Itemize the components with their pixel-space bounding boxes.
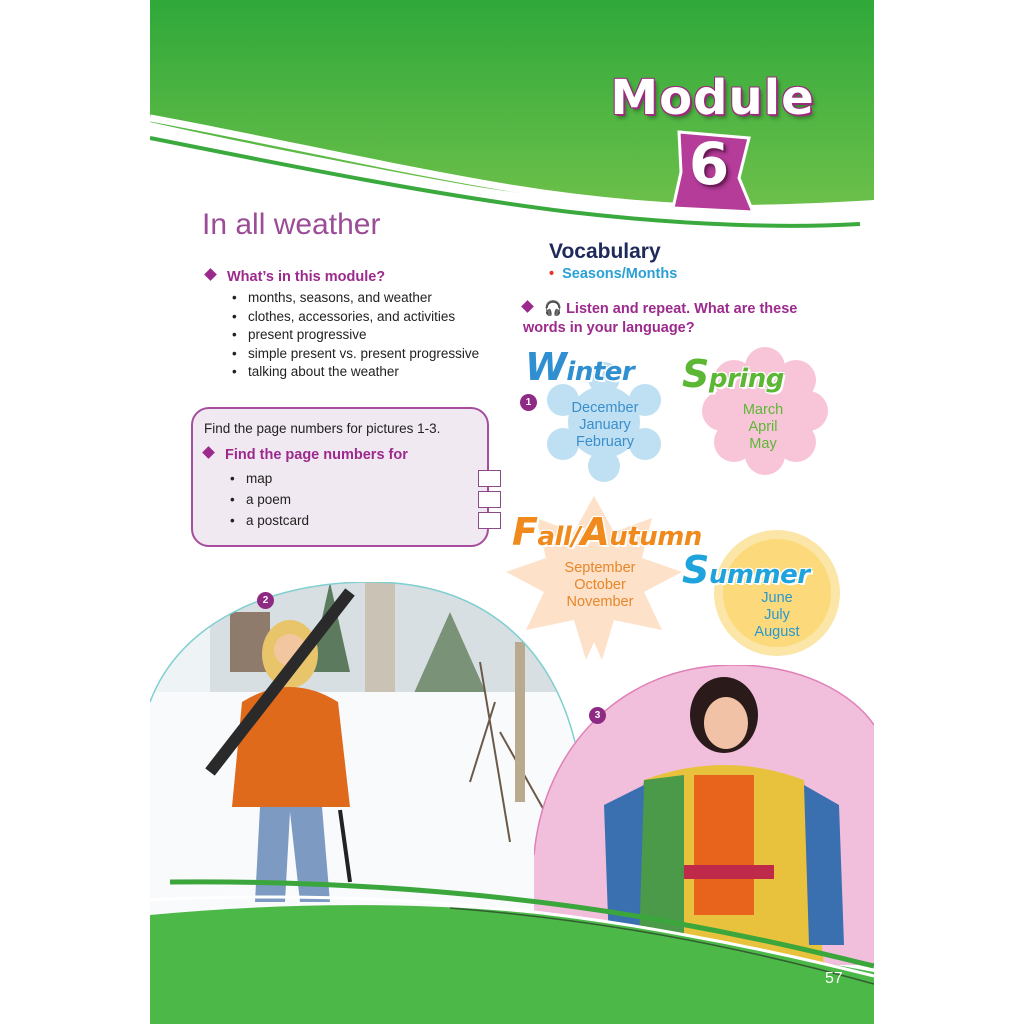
whats-in-heading: What’s in this module? bbox=[206, 269, 526, 285]
diamond-bullet-icon bbox=[204, 268, 217, 281]
month: November bbox=[566, 594, 634, 610]
spring-months bbox=[715, 402, 811, 453]
list-item: • clothes, accessories, and activities bbox=[248, 308, 526, 327]
module-number: 6 bbox=[688, 130, 730, 198]
month: March bbox=[742, 402, 784, 418]
find-item-map: • map bbox=[246, 468, 466, 489]
find-heading: Find the page numbers for bbox=[204, 447, 408, 463]
answer-box[interactable] bbox=[478, 470, 501, 487]
answer-box[interactable] bbox=[478, 491, 501, 508]
module-word: Module bbox=[610, 70, 815, 126]
find-intro: Find the page numbers for pictures 1-3. bbox=[204, 421, 441, 436]
month: April bbox=[748, 419, 778, 435]
month: December bbox=[571, 400, 639, 416]
headphones-icon: 🎧 bbox=[544, 301, 563, 317]
textbook-page bbox=[150, 0, 874, 1024]
summer-months bbox=[735, 590, 819, 641]
month: June bbox=[761, 590, 793, 606]
month: October bbox=[574, 577, 626, 593]
diamond-bullet-icon bbox=[521, 300, 534, 313]
answer-box[interactable] bbox=[478, 512, 501, 529]
find-list bbox=[204, 468, 466, 531]
listen-instruction: 🎧 Listen and repeat. What are these words in your language? bbox=[523, 301, 798, 336]
list-item: • talking about the weather bbox=[248, 363, 526, 382]
vocabulary-heading: Vocabulary bbox=[549, 240, 661, 263]
month: January bbox=[579, 417, 631, 433]
picture-badge-2: 2 bbox=[257, 592, 274, 609]
picture-badge-1: 1 bbox=[520, 394, 537, 411]
page-title: In all weather bbox=[202, 208, 381, 241]
footer-banner bbox=[150, 860, 874, 1024]
month: August bbox=[754, 624, 800, 640]
list-item: • months, seasons, and weather bbox=[248, 289, 526, 308]
red-bullet-icon: • bbox=[549, 266, 555, 282]
season-summer-title: Summer bbox=[682, 548, 810, 592]
season-fall-title: Fall/Autumn bbox=[512, 510, 702, 554]
module-contents-list bbox=[206, 289, 526, 382]
find-item-poem: • a poem bbox=[246, 489, 466, 510]
whats-in-module bbox=[206, 269, 526, 382]
season-spring-title: Spring bbox=[682, 352, 784, 396]
month: May bbox=[749, 436, 777, 452]
month: February bbox=[575, 434, 635, 450]
season-winter-title: Winter bbox=[525, 345, 635, 389]
month: September bbox=[564, 560, 636, 576]
page-number: 57 bbox=[825, 970, 843, 987]
vocabulary-subtopic: • Seasons/Months bbox=[549, 266, 678, 282]
winter-months bbox=[555, 400, 655, 451]
list-item: • present progressive bbox=[248, 326, 526, 345]
find-item-postcard: • a postcard bbox=[246, 510, 466, 531]
diamond-bullet-icon bbox=[202, 446, 215, 459]
find-page-numbers-box bbox=[191, 407, 489, 547]
month: July bbox=[764, 607, 790, 623]
list-item: • simple present vs. present progressive bbox=[248, 345, 526, 364]
picture-badge-3: 3 bbox=[589, 707, 606, 724]
